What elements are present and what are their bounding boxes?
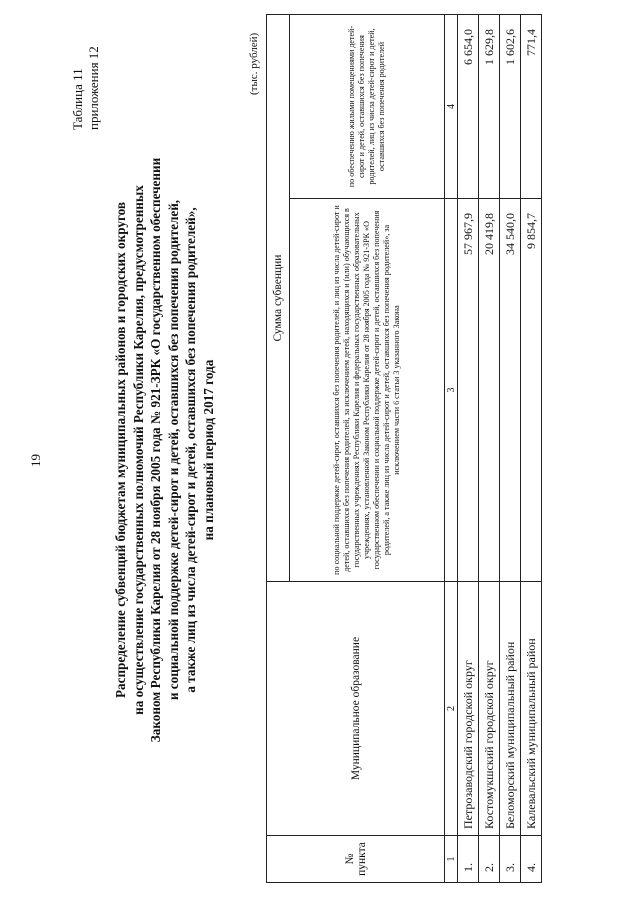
appendix-label: приложения 12 xyxy=(86,46,101,130)
column-index: 1 xyxy=(445,836,458,883)
units-label: (тыс. рублей) xyxy=(248,32,260,95)
table-label: Таблица 11 xyxy=(70,68,85,130)
municipality-name: Костомукшский городской округ xyxy=(479,582,500,836)
document-title xyxy=(112,40,217,860)
header-housing: по обеспечению жилыми помещениями детей-сирот и детей, оставшихся без попечения родителей, лиц из числа детей-сирот и детей, оставшихся без попечения родителей xyxy=(290,15,445,199)
column-index: 4 xyxy=(445,15,458,199)
housing-amount: 1 629,8 xyxy=(479,15,500,199)
header-social-support: по социальной поддержке детей-сирот, оставшихся без попечения родителей, и лиц из числа детей-сирот и детей, оставшихся без попечения родителей, за исключением детей, находящихся и (или) обучающихся в государственных учреждениях Республики Карелия и федеральных государственных образовательных учреждениях, установленной Законом Республики Карелия от 28 ноября 2005 года № 921-ЗРК «О государственном обеспечении и социальной поддержке детей-сирот и детей, оставшихся без попечения родителей, а также лиц из числа детей-сирот и детей, оставшихся без попечения родителей», за исключением части 6 статьи 3 указанного Закона xyxy=(290,199,445,582)
table-reference xyxy=(70,0,102,130)
subvention-table xyxy=(266,14,542,883)
social-support-amount: 20 419,8 xyxy=(479,199,500,582)
social-support-amount: 57 967,9 xyxy=(458,199,479,582)
header-number: № пункта xyxy=(267,836,445,883)
title-line: на плановый период 2017 года xyxy=(200,359,216,541)
column-index: 3 xyxy=(445,199,458,582)
social-support-amount: 9 854,7 xyxy=(521,199,542,582)
table-row xyxy=(521,15,542,883)
municipality-name: Петрозаводский городской округ xyxy=(458,582,479,836)
row-number: 4. xyxy=(521,836,542,883)
table-row xyxy=(500,15,521,883)
header-subvention-sum: Сумма субвенции xyxy=(267,15,290,582)
row-number: 2. xyxy=(479,836,500,883)
title-line: Законом Республики Карелия от 28 ноября 2005 года № 921-ЗРК «О государственном обеспечении xyxy=(148,157,163,743)
title-line: на осуществление государственных полномочий Республики Карелия, предусмотренных xyxy=(130,185,146,715)
row-number: 1. xyxy=(458,836,479,883)
title-line: и социальной поддержке детей-сирот и детей, оставшихся без попечения родителей, xyxy=(165,199,181,701)
housing-amount: 771,4 xyxy=(521,15,542,199)
housing-amount: 1 602,6 xyxy=(500,15,521,199)
table-row xyxy=(458,15,479,883)
housing-amount: 6 654,0 xyxy=(458,15,479,199)
row-number: 3. xyxy=(500,836,521,883)
title-line: а также лиц из числа детей-сирот и детей, оставшихся без попечения родителей», xyxy=(183,207,198,693)
title-line: Распределение субвенций бюджетам муниципальных районов и городских округов xyxy=(113,201,128,699)
column-index: 2 xyxy=(445,582,458,836)
social-support-amount: 34 540,0 xyxy=(500,199,521,582)
table-row xyxy=(479,15,500,883)
municipality-name: Калевальский муниципальный район xyxy=(521,582,542,836)
header-municipality: Муниципальное образование xyxy=(267,582,445,836)
municipality-name: Беломорский муниципальный район xyxy=(500,582,521,836)
page-number: 19 xyxy=(28,454,43,467)
